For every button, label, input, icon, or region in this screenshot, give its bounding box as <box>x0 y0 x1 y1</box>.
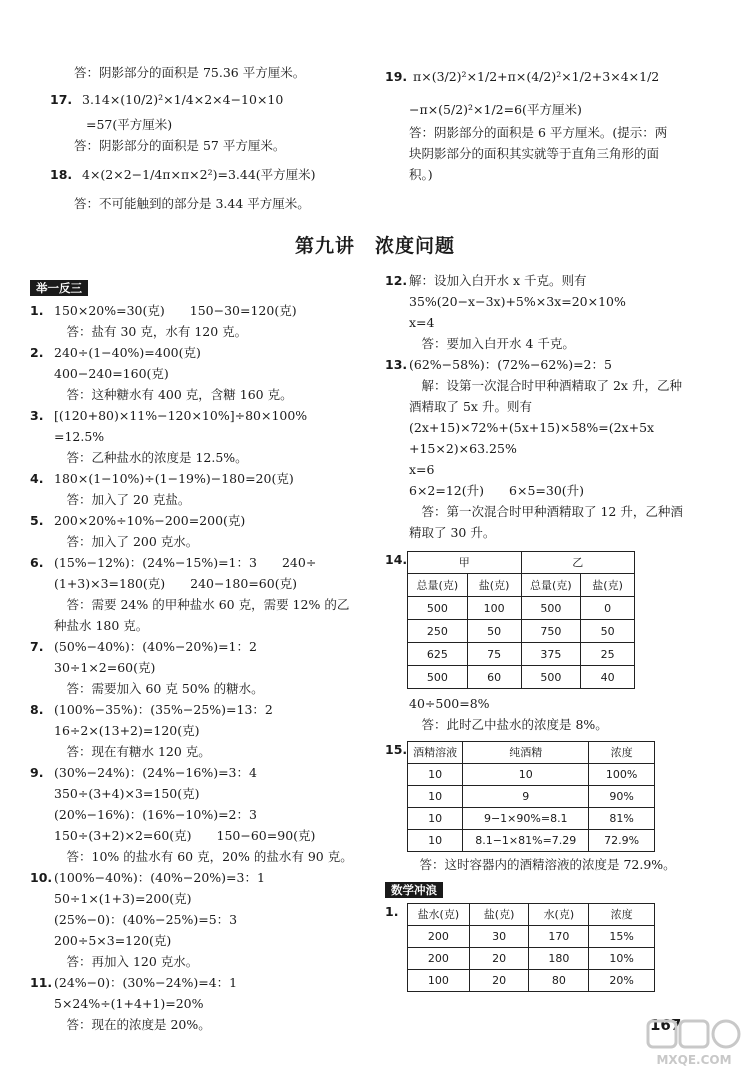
left-problem-line: =12.5% <box>54 429 105 444</box>
table-row <box>408 830 655 852</box>
problem-17 <box>50 89 370 110</box>
table-cell: 180 <box>529 948 589 970</box>
table-15 <box>407 741 655 852</box>
problem-14 <box>385 551 715 691</box>
right-column <box>385 270 715 993</box>
right-problem-text: (62%−58%)：(72%−62%)=2：5 <box>409 357 612 372</box>
answer-16: 答：阴影部分的面积是 75.36 平方厘米。 <box>74 65 306 80</box>
table-cell: 10 <box>463 764 589 786</box>
right-problem-line: x=6 <box>409 462 435 477</box>
problem-19-answer-1: 答：阴影部分的面积是 6 平方厘米。(提示：两 <box>409 125 668 140</box>
table-cell: 10 <box>408 808 463 830</box>
table-cell: 90% <box>589 786 655 808</box>
left-problem-line: 答：这种糖水有 400 克，含糖 160 克。 <box>54 387 293 402</box>
table-cell: 0 <box>581 597 635 620</box>
left-problem-number: 6. <box>30 555 44 570</box>
problem-17-line1: 3.14×(10/2)²×1/4×2×4−10×10 <box>82 92 284 107</box>
watermark <box>646 1019 742 1075</box>
table-cell: 15% <box>589 926 655 948</box>
table-cell: 25 <box>581 643 635 666</box>
table-cell: 50 <box>581 620 635 643</box>
left-problem-text: 240÷(1−40%)=400(克) <box>54 345 201 360</box>
table-surf-1-header: 水(克) <box>529 904 589 926</box>
table-cell: 50 <box>467 620 521 643</box>
left-problem-line <box>30 342 360 363</box>
right-problem-line: 6×2=12(升) 6×5=30(升) <box>409 483 585 498</box>
left-problem-line <box>30 468 360 489</box>
left-problem-line <box>30 762 360 783</box>
left-problem-line: 答：现在有糖水 120 克。 <box>54 744 211 759</box>
left-problem-number: 8. <box>30 702 44 717</box>
problem-17-line2: =57(平方厘米) <box>86 117 173 132</box>
right-problem-line: (2x+15)×72%+(5x+15)×58%=(2x+5x <box>409 420 655 435</box>
problem-19-number: 19. <box>385 69 408 84</box>
right-problem-line <box>385 270 715 291</box>
section-tag-math-surf: 数学冲浪 <box>385 882 443 898</box>
left-problem-text: 150×20%=30(克) 150−30=120(克) <box>54 303 297 318</box>
left-problem-text: 180×(1−10%)÷(1−19%)−180=20(克) <box>54 471 294 486</box>
left-problem-number: 9. <box>30 765 44 780</box>
problem-19 <box>385 66 705 87</box>
left-problem-text: (15%−12%)：(24%−15%)=1：3 240÷ <box>54 555 317 570</box>
left-problem-line: 种盐水 180 克。 <box>54 618 149 633</box>
problem-14-answer: 答：此时乙中盐水的浓度是 8%。 <box>409 717 608 732</box>
left-problem-line <box>30 699 360 720</box>
left-problem-line <box>30 867 360 888</box>
table-surf-1-header: 盐水(克) <box>408 904 470 926</box>
left-problem-number: 2. <box>30 345 44 360</box>
left-problem-line: (20%−16%)：(16%−10%)=2：3 <box>54 807 257 822</box>
left-problem-number: 3. <box>30 408 44 423</box>
table-cell: 500 <box>408 666 468 689</box>
table-14-header: 盐(克) <box>581 574 635 597</box>
problem-15-answer: 答：这时容器内的酒精溶液的浓度是 72.9%。 <box>407 857 676 872</box>
left-problem-text: (100%−35%)：(35%−25%)=13：2 <box>54 702 273 717</box>
left-problem-line: (1+3)×3=180(克) 240−180=60(克) <box>54 576 297 591</box>
left-problem-line: 400−240=160(克) <box>54 366 169 381</box>
left-problem-line <box>30 636 360 657</box>
table-cell: 200 <box>408 948 470 970</box>
table-cell: 500 <box>521 666 581 689</box>
table-cell: 10 <box>408 830 463 852</box>
left-problem-line: 答：再加入 120 克水。 <box>54 954 199 969</box>
table-14-group-jia: 甲 <box>408 552 522 574</box>
table-row <box>408 926 655 948</box>
left-problem-line <box>30 405 360 426</box>
table-cell: 250 <box>408 620 468 643</box>
left-problem-line: (25%−0)：(40%−25%)=5：3 <box>54 912 238 927</box>
table-14-body <box>408 597 635 689</box>
table-15-body <box>408 764 655 852</box>
table-row <box>408 643 635 666</box>
left-problem-line: 答：加入了 200 克水。 <box>54 534 199 549</box>
right-problem-text: 解：设加入白开水 x 千克。则有 <box>409 273 587 288</box>
left-problem-number: 1. <box>30 303 44 318</box>
table-15-header: 浓度 <box>589 742 655 764</box>
table-cell: 100% <box>589 764 655 786</box>
table-cell: 20 <box>469 970 529 992</box>
table-row <box>408 620 635 643</box>
right-problem-line: 答：第一次混合时甲种酒精取了 12 升，乙种酒 <box>409 504 683 519</box>
left-column <box>30 277 360 1035</box>
table-15-header: 纯酒精 <box>463 742 589 764</box>
left-problem-line: 答：10% 的盐水有 60 克，20% 的盐水有 90 克。 <box>54 849 353 864</box>
left-problem-line: 答：乙种盐水的浓度是 12.5%。 <box>54 450 248 465</box>
right-problem-number: 13. <box>385 357 408 372</box>
table-surf-1-body <box>408 926 655 992</box>
right-problem-list <box>385 270 715 543</box>
left-problem-number: 7. <box>30 639 44 654</box>
table-cell: 60 <box>467 666 521 689</box>
left-problem-line <box>30 552 360 573</box>
table-14 <box>407 551 635 689</box>
right-problem-number: 12. <box>385 273 408 288</box>
table-cell: 20% <box>589 970 655 992</box>
left-problem-line: 150÷(3+2)×2=60(克) 150−60=90(克) <box>54 828 316 843</box>
right-problem-line <box>385 354 715 375</box>
left-problem-line: 答：现在的浓度是 20%。 <box>54 1017 211 1032</box>
table-row <box>408 666 635 689</box>
left-problem-number: 4. <box>30 471 44 486</box>
problem-18-answer: 答：不可能触到的部分是 3.44 平方厘米。 <box>74 196 310 211</box>
table-14-header: 盐(克) <box>467 574 521 597</box>
left-problem-line: 答：需要加入 60 克 50% 的糖水。 <box>54 681 264 696</box>
right-problem-line: 答：要加入白开水 4 千克。 <box>409 336 575 351</box>
table-row <box>408 764 655 786</box>
page-number: 167 <box>650 1016 682 1034</box>
problem-19-answer-2: 块阴影部分的面积其实就等于直角三角形的面 <box>409 146 660 161</box>
surf-problem-1 <box>385 903 715 993</box>
table-cell: 9−1×90%=8.1 <box>463 808 589 830</box>
left-problem-text: (100%−40%)：(40%−20%)=3：1 <box>54 870 265 885</box>
left-problem-line: 200÷5×3=120(克) <box>54 933 172 948</box>
table-cell: 200 <box>408 926 470 948</box>
table-cell: 100 <box>408 970 470 992</box>
table-cell: 72.9% <box>589 830 655 852</box>
chapter-title: 第九讲 浓度问题 <box>294 235 455 257</box>
problem-18-line1: 4×(2×2−1/4π×π×2²)=3.44(平方厘米) <box>82 167 316 182</box>
math-surf-section <box>385 879 715 900</box>
right-problem-line: +15×2)×63.25% <box>409 441 517 456</box>
problem-19-line1: π×(3/2)²×1/2+π×(4/2)²×1/2+3×4×1/2 <box>413 69 660 84</box>
table-cell: 8.1−1×81%=7.29 <box>463 830 589 852</box>
left-problem-text: [(120+80)×11%−120×10%]÷80×100% <box>54 408 308 423</box>
left-problem-line: 答：需要 24% 的甲种盐水 60 克，需要 12% 的乙 <box>54 597 350 612</box>
left-problem-line: 答：加入了 20 克盐。 <box>54 492 191 507</box>
table-cell: 10 <box>408 764 463 786</box>
table-row <box>408 786 655 808</box>
table-row <box>408 597 635 620</box>
table-cell: 10 <box>408 786 463 808</box>
problem-18-number: 18. <box>50 167 73 182</box>
section-tag-practice: 举一反三 <box>30 280 88 296</box>
problem-19-line2: −π×(5/2)²×1/2=6(平方厘米) <box>409 102 582 117</box>
left-problem-line: 50÷1×(1+3)=200(克) <box>54 891 192 906</box>
svg-text:MXQE.COM: MXQE.COM <box>656 1053 732 1067</box>
table-cell: 375 <box>521 643 581 666</box>
table-cell: 9 <box>463 786 589 808</box>
table-15-header: 酒精溶液 <box>408 742 463 764</box>
top-right-block <box>385 66 705 185</box>
problem-15 <box>385 741 715 854</box>
table-14-group-yi: 乙 <box>521 552 634 574</box>
table-14-header: 总量(克) <box>521 574 581 597</box>
left-problem-text: (24%−0)：(30%−24%)=4：1 <box>54 975 238 990</box>
table-surf-1-header: 盐(克) <box>469 904 529 926</box>
right-problem-line: 精取了 30 升。 <box>409 525 496 540</box>
left-problem-line: 30÷1×2=60(克) <box>54 660 156 675</box>
table-cell: 500 <box>408 597 468 620</box>
top-left-block <box>50 62 370 214</box>
problem-15-number: 15. <box>385 742 408 757</box>
problem-18 <box>50 164 370 185</box>
table-cell: 81% <box>589 808 655 830</box>
table-row <box>408 808 655 830</box>
table-cell: 100 <box>467 597 521 620</box>
problem-19-answer-3: 积。) <box>409 167 433 182</box>
left-problem-number: 5. <box>30 513 44 528</box>
problem-14-line1: 40÷500=8% <box>409 696 490 711</box>
left-problem-line <box>30 300 360 321</box>
table-cell: 40 <box>581 666 635 689</box>
surf-problem-1-number: 1. <box>385 904 399 919</box>
table-cell: 500 <box>521 597 581 620</box>
table-14-header: 总量(克) <box>408 574 468 597</box>
left-problem-line <box>30 972 360 993</box>
table-surf-1 <box>407 903 655 992</box>
table-cell: 10% <box>589 948 655 970</box>
table-cell: 625 <box>408 643 468 666</box>
problem-17-number: 17. <box>50 92 73 107</box>
right-problem-line: x=4 <box>409 315 435 330</box>
left-problem-number: 11. <box>30 975 53 990</box>
left-problem-line: 350÷(3+4)×3=150(克) <box>54 786 200 801</box>
table-cell: 20 <box>469 948 529 970</box>
right-problem-line: 35%(20−x−3x)+5%×3x=20×10% <box>409 294 626 309</box>
left-problem-text: (50%−40%)：(40%−20%)=1：2 <box>54 639 257 654</box>
right-problem-line: 酒精取了 5x 升。则有 <box>409 399 532 414</box>
problem-14-number: 14. <box>385 552 408 567</box>
right-problem-line: 解：设第一次混合时甲种酒精取了 2x 升，乙种 <box>409 378 682 393</box>
left-problem-line: 16÷2×(13+2)=120(克) <box>54 723 200 738</box>
problem-17-answer: 答：阴影部分的面积是 57 平方厘米。 <box>74 138 286 153</box>
table-row <box>408 970 655 992</box>
table-cell: 30 <box>469 926 529 948</box>
table-cell: 170 <box>529 926 589 948</box>
table-cell: 750 <box>521 620 581 643</box>
left-problem-list <box>30 300 360 1035</box>
table-row <box>408 948 655 970</box>
left-problem-text: (30%−24%)：(24%−16%)=3：4 <box>54 765 257 780</box>
table-cell: 75 <box>467 643 521 666</box>
left-problem-line <box>30 510 360 531</box>
left-problem-text: 200×20%÷10%−200=200(克) <box>54 513 246 528</box>
left-problem-number: 10. <box>30 870 53 885</box>
watermark-logo-icon <box>646 1019 742 1069</box>
left-problem-line: 答：盐有 30 克，水有 120 克。 <box>54 324 248 339</box>
table-cell: 80 <box>529 970 589 992</box>
table-surf-1-header: 浓度 <box>589 904 655 926</box>
left-problem-line: 5×24%÷(1+4+1)=20% <box>54 996 204 1011</box>
